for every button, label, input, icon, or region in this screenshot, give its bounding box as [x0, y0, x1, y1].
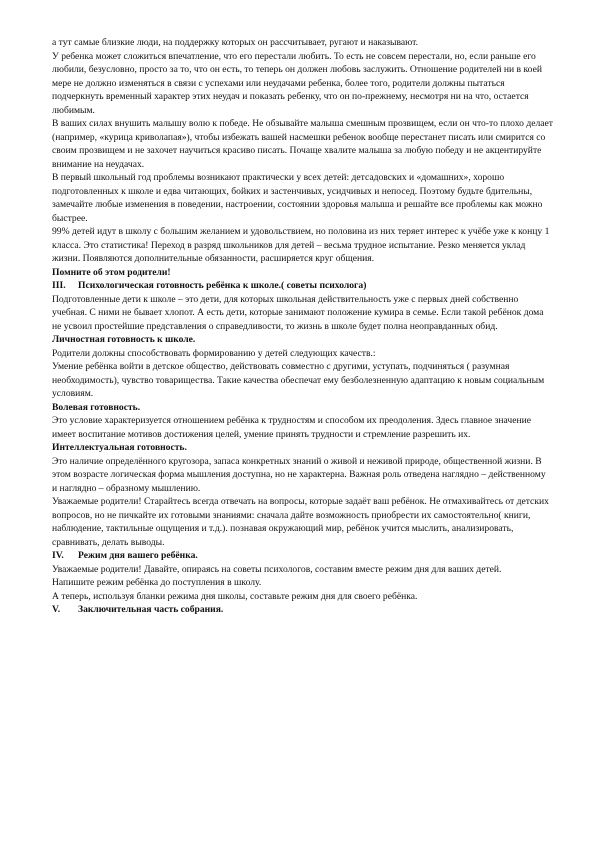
section-number: V. [52, 604, 61, 615]
paragraph-6: Подготовленные дети к школе – это дети, для которых школьная действительность уже с первых дней собственно учебная. С ними не бывает хлопот. А есть дети, которые занимают положение кумира в семье. Если такой ребёнок дома не усвоил простейшие представления о справедливости, то жизнь в школе будет полна неоправданных обид. [52, 293, 544, 332]
paragraph-10: Это наличие определённого кругозора, запаса конкретных знаний о живой и неживой природе, общественной жизни. В этом возрасте логическая форма мышления доступна, но не характерна. Важная роль отведена наглядно – действенному и наглядно – образному мышлению. [52, 455, 546, 494]
heading-personal-readiness: Личностная готовность к школе. [52, 334, 196, 345]
paragraph-14: А теперь, используя бланки режима дня школы, составьте режим дня для своего ребёнка. [52, 590, 418, 602]
paragraph-4: В первый школьный год проблемы возникают практически у всех детей: детсадовских и «домашних», хорошо подготовленных к школе и едва читающих, бойких и застенчивых, усидчивых и непосед. Поэтому будьте бдительны, замечайте любые изменения в поведении, настроении, состоянии здоровья малыша и решайте все проблемы как можно быстрее. [52, 172, 543, 224]
remember-note: Помните об этом родители! [52, 266, 171, 278]
section-title: Заключительная часть собрания. [78, 604, 224, 615]
paragraph-9: Это условие характеризуется отношением ребёнка к трудностям и способом их преодоления. Здесь главное значение имеет воспитание мотивов достижения целей, умение принять трудности и стремление разрешить их. [52, 415, 531, 440]
paragraph-12: Уважаемые родители! Давайте, опираясь на советы психологов, составим вместе режим дня для ваших детей. [52, 563, 502, 575]
paragraph-1: а тут самые близкие люди, на поддержку которых он рассчитывает, ругают и наказывают. [52, 37, 419, 48]
paragraph-11: Уважаемые родители! Старайтесь всегда отвечать на вопросы, которые задаёт ваш ребёнок. Не отмахивайтесь от детских вопросов, но не пичкайте их готовыми знаниями: сначала дайте возможность приобрести их самостоятельно( книги, наблюдение, тактильные ощущения и т.д.). познавая окружающий мир, ребёнок учится мыслить, анализировать, сравнивать, делать выводы. [52, 496, 549, 548]
paragraph-5: 99% детей идут в школу с большим желанием и удовольствием, но половина из них теряет интерес к учёбе уже к концу 1 класса. Это статистика! Переход в разряд школьников для детей – весьма трудное испытание. Резко меняется уклад жизни. Появляются дополнительные обязанности, расширяется круг общения. [52, 226, 550, 264]
paragraph-7: Родители должны способствовать формированию у детей следующих качеств.: [52, 347, 376, 359]
section-number: III. [52, 280, 66, 291]
paragraph-3: В ваших силах внушить малышу волю к победе. Не обзывайте малыша смешным прозвищем, если он что-то плохо делает (например, «курица криволапая»), чтобы избежать вашей насмешки ребенок вообще перестанет писать или смирится со своим прозвищем и не захочет научиться красиво писать. Почаще хвалите малыша за любую победу и не акцентируйте внимание на неудачах. [52, 118, 554, 170]
paragraph-2: У ребенка может сложиться впечатление, что его перестали любить. То есть не совсем перестали, но, если раньше его любили, безусловно, просто за то, что он есть, то теперь он должен любовь заслужить. Отношение родителей ни в коей мере не должно изменяться в связи с успехами или неудачами ребенка, более того, родители должны пытаться подчеркнуть временный характер этих неудач и показать ребенку, что он по-прежнему, несмотря ни на что, остается любимым. [52, 50, 542, 116]
section-title: Психологическая готовность ребёнка к школе.( советы психолога) [78, 280, 367, 291]
heading-intellectual-readiness: Интеллектуальная готовность. [52, 442, 187, 453]
section-title: Режим дня вашего ребёнка. [78, 550, 198, 561]
paragraph-13: Напишите режим ребёнка до поступления в школу. [52, 577, 262, 588]
section-heading-4 [52, 549, 553, 563]
section-heading-5 [52, 603, 553, 617]
paragraph-8: Умение ребёнка войти в детское общество, действовать совместно с другими, уступать, подчиняться ( разумная необходимость), чувство товарищества. Такие качества обеспечат ему безболезненную адаптацию к новым социальным условиям. [52, 361, 545, 399]
section-number: IV. [52, 550, 64, 561]
section-heading-3 [52, 279, 553, 293]
heading-will-readiness: Волевая готовность. [52, 401, 141, 413]
